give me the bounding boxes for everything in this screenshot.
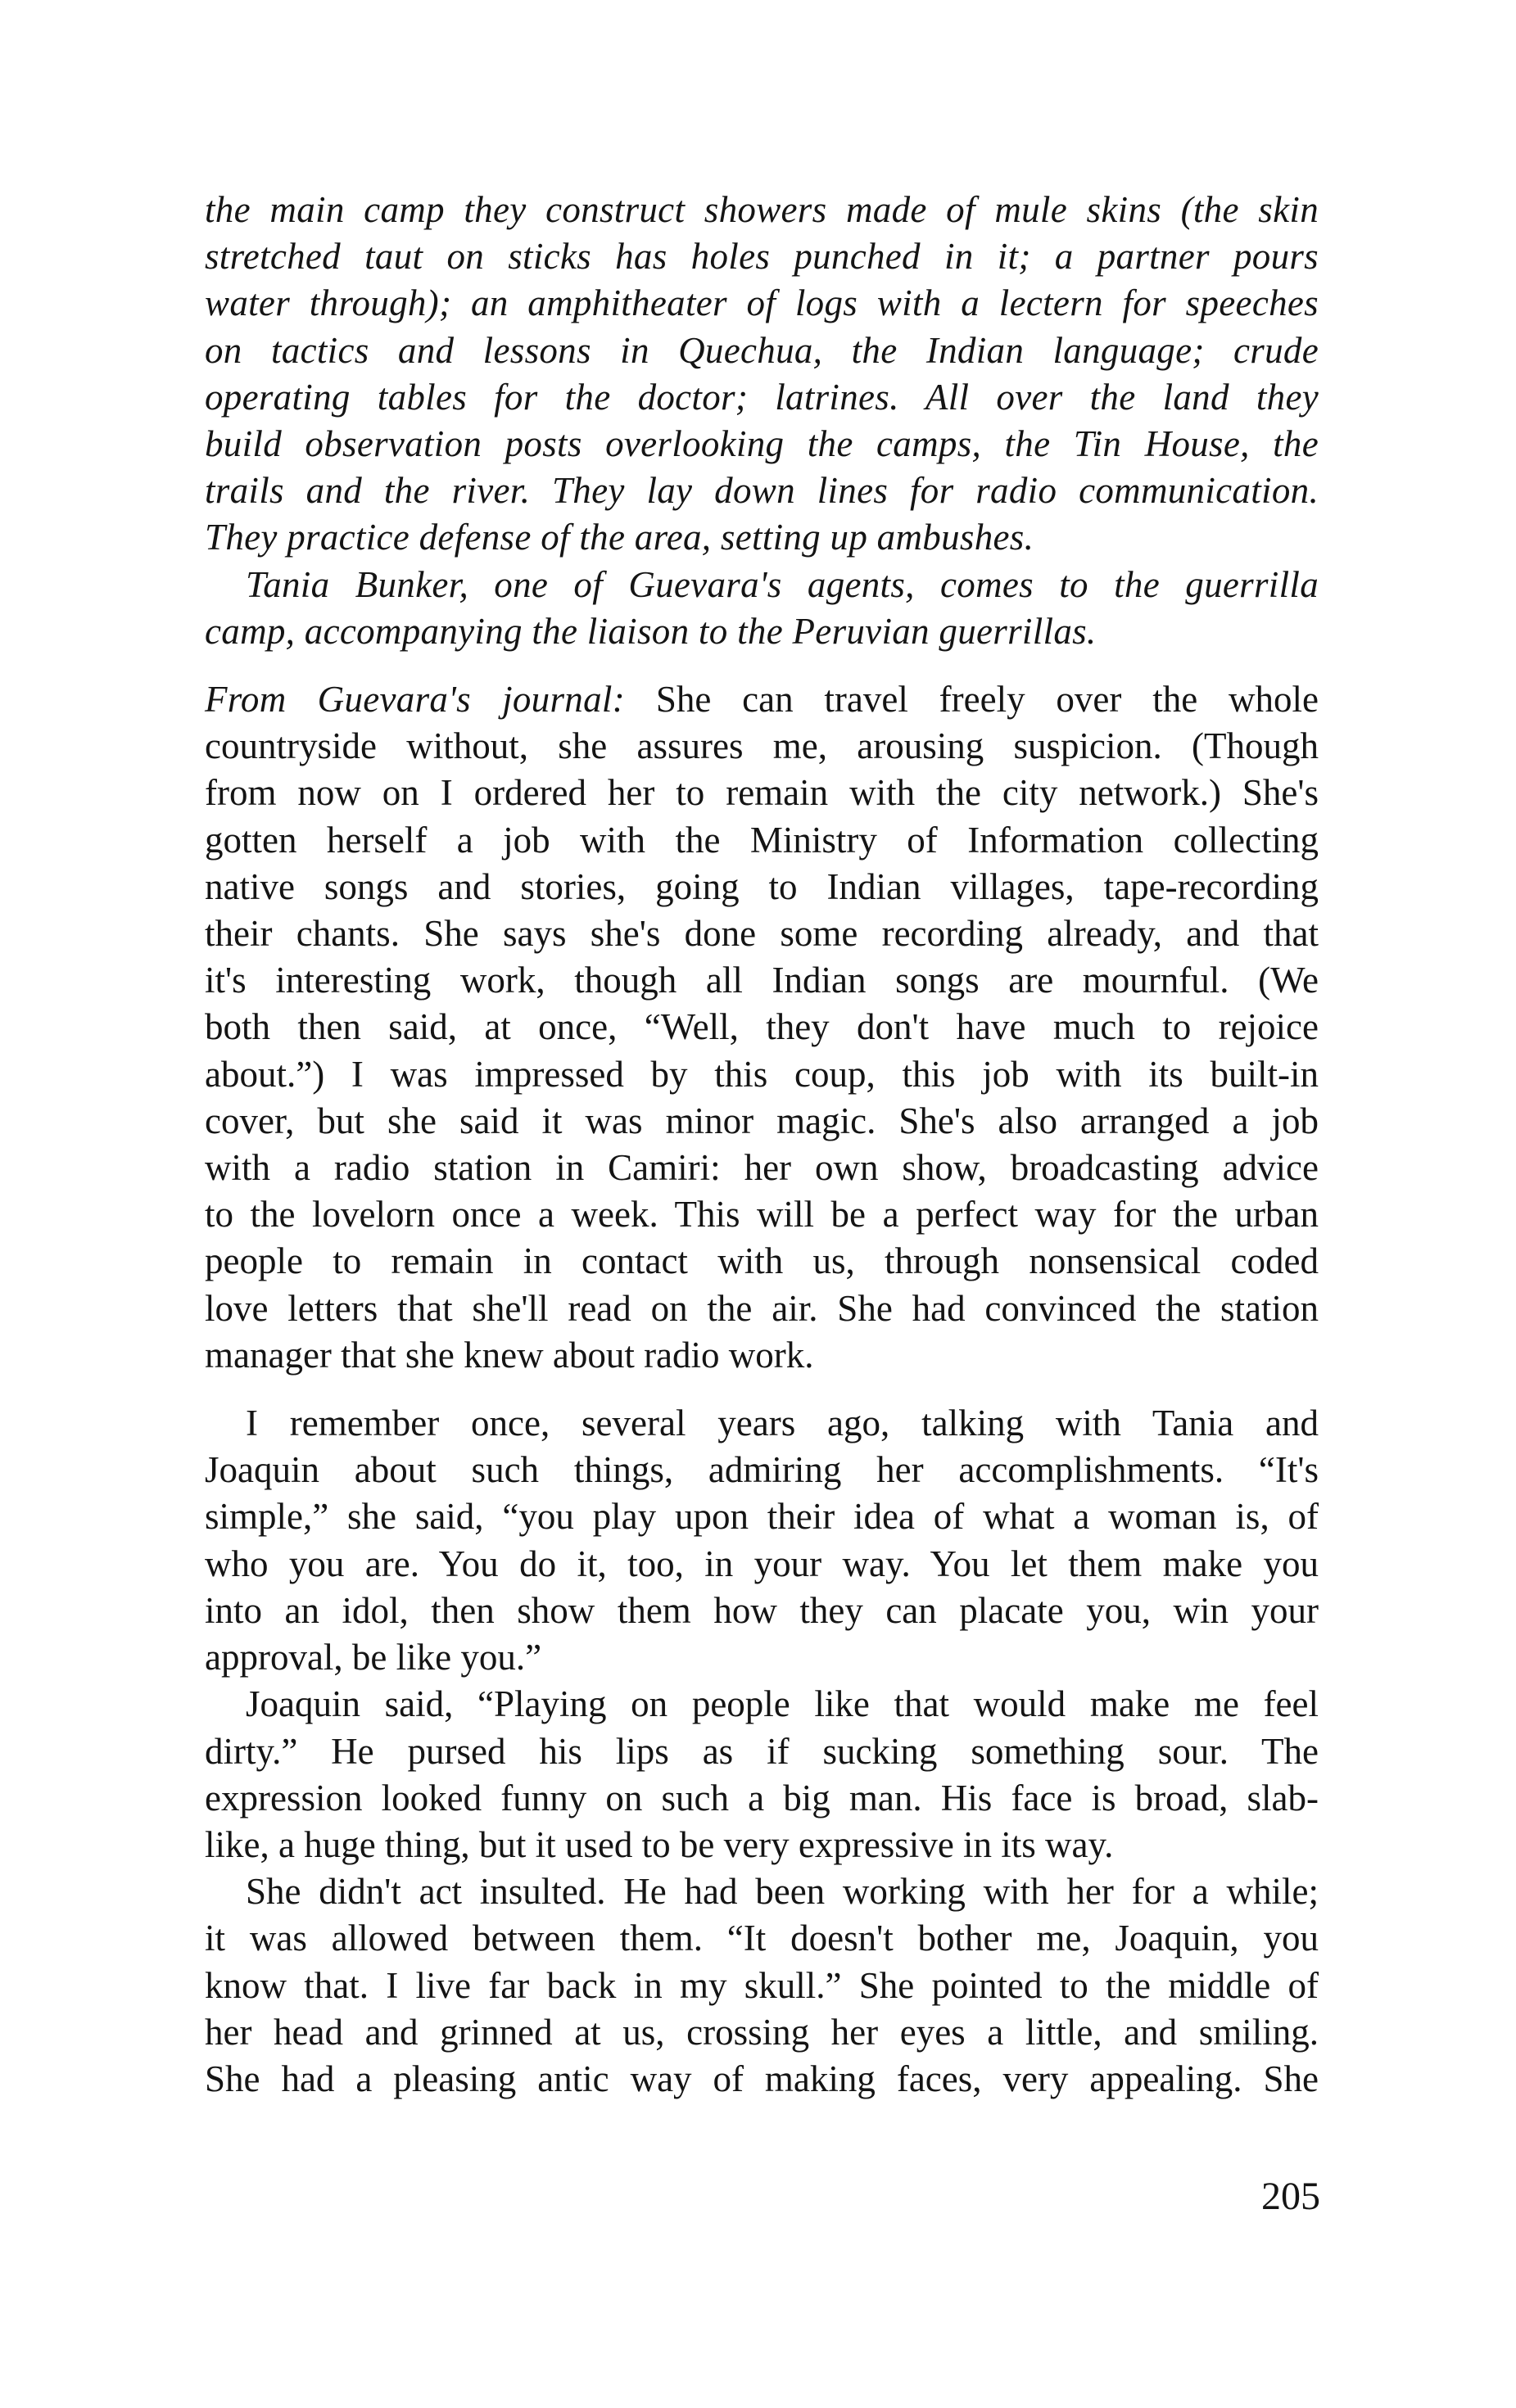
journal-source-label: From Guevara's journal: [205, 679, 625, 721]
text-line: it was allowed between them. “It doesn't bother me, Joaquin, you [205, 1918, 1319, 1959]
paragraph-tania-response [205, 1868, 1319, 2103]
text-line: operating tables for the doctor; latrines. All over the land they [205, 376, 1319, 418]
text-line: from now on I ordered her to remain with the city network.) She's [205, 772, 1319, 814]
text-line: native songs and stories, going to Indian villages, tape-recording [205, 865, 1319, 907]
journal-first-line: She can travel freely over the whole [624, 679, 1319, 721]
text-line: Joaquin about such things, admiring her accomplishments. “It's [205, 1449, 1319, 1491]
text-line: dirty.” He pursed his lips as if sucking something sour. The [205, 1730, 1319, 1772]
text-line: their chants. She says she's done some recording already, and that [205, 913, 1319, 955]
text-line: love letters that she'll read on the air. She had convinced the station [205, 1287, 1319, 1329]
text-line: countryside without, she assures me, arousing suspicion. (Though [205, 725, 1319, 767]
text-line: her head and grinned at us, crossing her eyes a little, and smiling. [205, 2011, 1319, 2053]
text-line: build observation posts overlooking the camps, the Tin House, the [205, 423, 1319, 465]
text-line: it's interesting work, though all Indian songs are mournful. (We [205, 960, 1319, 1001]
text-line: water through); an amphitheater of logs with a lectern for speeches [205, 282, 1319, 324]
text-line: simple,” she said, “you play upon their idea of what a woman is, of [205, 1496, 1319, 1538]
text-line: Joaquin said, “Playing on people like that would make me feel [246, 1683, 1319, 1725]
text-line: like, a huge thing, but it used to be very expressive in its way. [205, 1823, 1114, 1865]
text-line: both then said, at once, “Well, they don't have much to rejoice [205, 1006, 1319, 1048]
text-line: expression looked funny on such a big man. His face is broad, slab- [205, 1777, 1319, 1818]
text-line: stretched taut on sticks has holes punched in it; a partner pours [205, 236, 1319, 278]
page-body [205, 187, 1319, 2103]
text-line: who you are. You do it, too, in your way. You let them make you [205, 1543, 1319, 1584]
paragraph-camp-description [205, 187, 1319, 562]
paragraph-remembrance [205, 1400, 1319, 1681]
text-line: trails and the river. They lay down lines for radio communication. [205, 470, 1319, 512]
text-line: about.”) I was impressed by this coup, this job with its built-in [205, 1053, 1319, 1095]
text-line: cover, but she said it was minor magic. She's also arranged a job [205, 1100, 1319, 1141]
text-line: gotten herself a job with the Ministry of Information collecting [205, 819, 1319, 861]
text-line: know that. I live far back in my skull.” She pointed to the middle of [205, 1964, 1319, 2006]
text-line: They practice defense of the area, setting up ambushes. [205, 517, 1034, 558]
text-line: camp, accompanying the liaison to the Peruvian guerrillas. [205, 610, 1097, 652]
paragraph-joaquin-reply [205, 1681, 1319, 1868]
paragraph-tania-arrival [205, 562, 1319, 655]
text-line [205, 676, 1319, 723]
text-line: She didn't act insulted. He had been working with her for a while; [246, 1871, 1319, 1913]
text-line: into an idol, then show them how they can placate you, win your [205, 1589, 1319, 1631]
text-line: I remember once, several years ago, talking with Tania and [246, 1403, 1319, 1444]
text-line: with a radio station in Camiri: her own show, broadcasting advice [205, 1147, 1319, 1189]
text-line: manager that she knew about radio work. [205, 1334, 814, 1376]
text-line: She had a pleasing antic way of making faces, very appealing. She [205, 2058, 1319, 2099]
text-line: on tactics and lessons in Quechua, the Indian language; crude [205, 329, 1319, 371]
text-line: people to remain in contact with us, through nonsensical coded [205, 1240, 1319, 1282]
text-line: approval, be like you.” [205, 1637, 542, 1678]
text-line: to the lovelorn once a week. This will be a perfect way for the urban [205, 1194, 1319, 1236]
text-line: the main camp they construct showers made of mule skins (the skin [205, 189, 1319, 230]
page-number: 205 [1261, 2175, 1320, 2218]
text-line: Tania Bunker, one of Guevara's agents, comes to the guerrilla [246, 563, 1319, 605]
paragraph-journal-excerpt [205, 676, 1319, 1379]
